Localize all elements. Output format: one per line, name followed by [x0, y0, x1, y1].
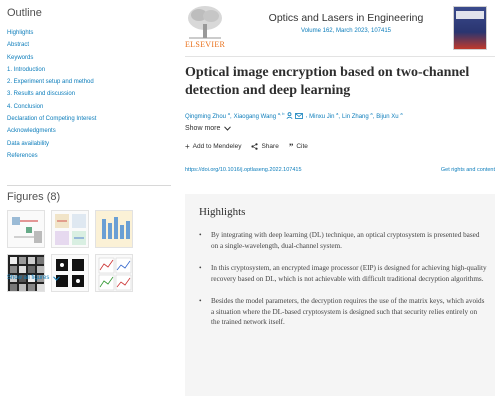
outline-item-acknowledgments[interactable]: Acknowledgments: [7, 128, 56, 135]
doi-link[interactable]: https://doi.org/10.1016/j.optlaseng.2022.107415: [185, 167, 302, 173]
author-list: Qingming Zhou $^a$, Xiaogang Wang $^{a, b}$ , Minxu Jin $^a$, Lin Zhang $^a$, Bijun Xu $^a$: [185, 111, 403, 120]
bullet-icon: •: [199, 231, 202, 239]
add-to-mendeley-button[interactable]: + Add to Mendeley: [185, 142, 242, 151]
bullet-icon: •: [199, 297, 202, 305]
highlight-item: • In this cryptosystem, an encrypted image processor (EIP) is designed for achieving high-quality recovery based on DL, which is not achievable with difficult traditional decryption algorithms.: [199, 264, 487, 283]
article-title: Optical image encryption based on two-channel detection and deep learning: [185, 65, 470, 98]
outline-item-competing-interest[interactable]: Declaration of Competing Interest: [7, 116, 97, 123]
outline-title: Outline: [7, 7, 42, 19]
rights-link[interactable]: Get rights and content: [440, 167, 495, 173]
figure-thumbnail-1[interactable]: [7, 210, 45, 248]
sidebar-divider: [7, 185, 171, 186]
outline-item-introduction[interactable]: 1. Introduction: [7, 66, 46, 73]
journal-title[interactable]: Optics and Lasers in Engineering: [268, 12, 424, 24]
author-link[interactable]: Xiaogang Wang $^{a, b}$: [233, 111, 285, 120]
outline-item-results[interactable]: 3. Results and discussion: [7, 91, 76, 98]
author-link[interactable]: Qingming Zhou $^a$,: [185, 111, 232, 120]
highlights-box: [185, 194, 495, 396]
figure-thumbnail-6[interactable]: [95, 254, 133, 292]
figure-thumbnail-2[interactable]: [51, 210, 89, 248]
show-more-button[interactable]: [185, 125, 231, 132]
article-main: [183, 0, 495, 402]
show-all-figures-button[interactable]: [7, 275, 60, 281]
outline-item-references[interactable]: References: [7, 152, 38, 159]
journal-cover-image[interactable]: [453, 6, 487, 50]
author-link[interactable]: Lin Zhang $^a$,: [342, 111, 375, 120]
highlights-list: [199, 230, 487, 340]
journal-volume[interactable]: Volume 162, March 2023, 107415: [300, 28, 392, 34]
chevron-down-icon: [224, 126, 231, 131]
email-icon[interactable]: [295, 113, 303, 119]
highlights-title: Highlights: [199, 206, 246, 218]
cite-button[interactable]: ” Cite: [288, 141, 308, 152]
quote-icon: ”: [288, 141, 294, 152]
outline-item-keywords[interactable]: Keywords: [7, 54, 34, 61]
outline-item-data-availability[interactable]: Data availability: [7, 140, 50, 147]
cover-title-band: [456, 11, 484, 19]
outline-item-experiment-setup[interactable]: 2. Experiment setup and method: [7, 79, 94, 86]
figure-thumbnail-3[interactable]: [95, 210, 133, 248]
highlight-item: • Besides the model parameters, the decryption requires the use of the matrix keys, which avoids a situation where the DL-based cryptosystem is designed such that security relies entirely on the trained network itself.: [199, 297, 485, 326]
highlight-item: • By integrating with deep learning (DL) technique, an optical cryptosystem is presented based on a single-wavelength, dual-channel system.: [199, 231, 480, 250]
bullet-icon: •: [199, 264, 202, 272]
outline-item-conclusion[interactable]: 4. Conclusion: [7, 103, 44, 110]
plus-icon: +: [185, 142, 190, 151]
show-all-figures-label: Show all figures: [7, 275, 50, 281]
figures-title: Figures (8): [7, 191, 61, 203]
outline-sidebar: [0, 0, 178, 402]
outline-item-abstract[interactable]: Abstract: [7, 42, 30, 49]
header-divider: [185, 56, 495, 57]
author-link[interactable]: Bijun Xu $^a$: [376, 111, 403, 120]
show-more-label: Show more: [185, 125, 221, 132]
share-button[interactable]: Share: [251, 142, 278, 151]
share-icon: [251, 143, 258, 150]
person-icon: [286, 112, 293, 119]
chevron-down-icon: [53, 276, 60, 281]
article-actions: [185, 142, 308, 151]
figure-thumbnail-4[interactable]: [7, 254, 45, 292]
figure-thumbnail-5[interactable]: [51, 254, 89, 292]
publisher-name: ELSEVIER: [185, 40, 226, 49]
outline-item-highlights[interactable]: Highlights: [7, 30, 34, 36]
author-link[interactable]: Minxu Jin $^a$,: [309, 111, 341, 120]
elsevier-tree-icon: [185, 4, 225, 42]
outline-list: [7, 27, 96, 162]
